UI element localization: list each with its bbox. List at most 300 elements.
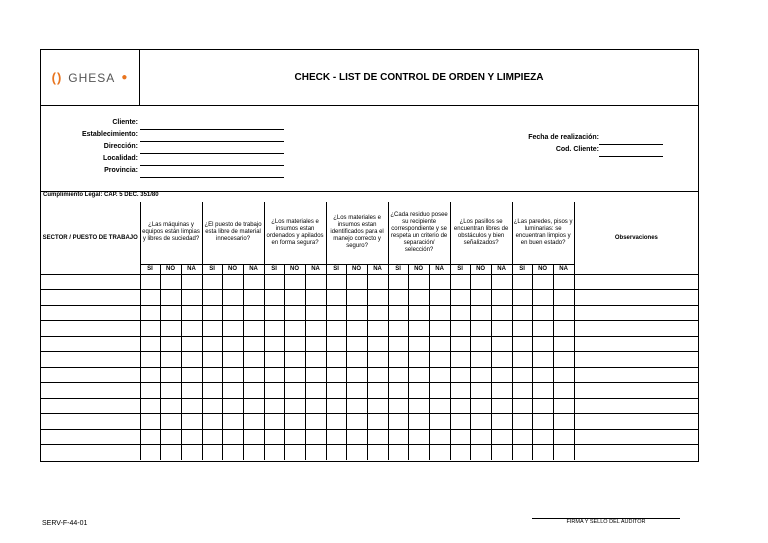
answer-cell[interactable] — [202, 398, 222, 414]
answer-cell[interactable] — [470, 336, 491, 352]
answer-cell[interactable] — [222, 445, 243, 461]
answer-cell[interactable] — [140, 336, 160, 352]
answer-cell[interactable] — [408, 336, 429, 352]
answer-cell[interactable] — [181, 336, 202, 352]
answer-cell[interactable] — [388, 336, 408, 352]
answer-cell[interactable] — [264, 321, 284, 337]
answer-cell[interactable] — [470, 290, 491, 306]
answer-cell[interactable] — [160, 414, 181, 430]
answer-cell[interactable] — [408, 383, 429, 399]
answer-cell[interactable] — [326, 414, 346, 430]
answer-cell[interactable] — [553, 336, 574, 352]
answer-cell[interactable] — [491, 290, 512, 306]
answer-cell[interactable] — [388, 305, 408, 321]
answer-cell[interactable] — [222, 305, 243, 321]
answer-cell[interactable] — [202, 305, 222, 321]
answer-cell[interactable] — [346, 367, 367, 383]
answer-cell[interactable] — [408, 321, 429, 337]
answer-cell[interactable] — [346, 290, 367, 306]
answer-cell[interactable] — [140, 305, 160, 321]
answer-cell[interactable] — [264, 398, 284, 414]
answer-cell[interactable] — [388, 398, 408, 414]
answer-cell[interactable] — [222, 321, 243, 337]
answer-cell[interactable] — [367, 274, 388, 290]
observations-cell[interactable] — [574, 398, 698, 414]
answer-cell[interactable] — [346, 398, 367, 414]
answer-cell[interactable] — [553, 383, 574, 399]
observations-cell[interactable] — [574, 352, 698, 368]
answer-cell[interactable] — [222, 367, 243, 383]
answer-cell[interactable] — [140, 290, 160, 306]
answer-cell[interactable] — [429, 274, 450, 290]
answer-cell[interactable] — [532, 383, 553, 399]
answer-cell[interactable] — [346, 445, 367, 461]
answer-cell[interactable] — [326, 429, 346, 445]
answer-cell[interactable] — [367, 414, 388, 430]
question-4: ¿Los materiales e insumos estan identificados para el manejo correcto y seguro? — [326, 202, 388, 264]
answer-cell[interactable] — [367, 445, 388, 461]
answer-cell[interactable] — [532, 367, 553, 383]
answer-cell[interactable] — [202, 290, 222, 306]
observations-cell[interactable] — [574, 445, 698, 461]
answer-cell[interactable] — [512, 398, 532, 414]
answer-cell[interactable] — [264, 367, 284, 383]
answer-cell[interactable] — [429, 305, 450, 321]
sector-cell[interactable] — [41, 383, 140, 399]
answer-cell[interactable] — [512, 336, 532, 352]
answer-cell[interactable] — [326, 336, 346, 352]
answer-cell[interactable] — [429, 352, 450, 368]
answer-cell[interactable] — [388, 290, 408, 306]
answer-cell[interactable] — [429, 414, 450, 430]
answer-cell[interactable] — [326, 383, 346, 399]
answer-cell[interactable] — [532, 352, 553, 368]
answer-cell[interactable] — [305, 321, 326, 337]
answer-cell[interactable] — [264, 336, 284, 352]
answer-cell[interactable] — [160, 305, 181, 321]
answer-cell[interactable] — [243, 367, 264, 383]
address-field[interactable] — [140, 143, 284, 154]
observations-cell[interactable] — [574, 429, 698, 445]
answer-cell[interactable] — [326, 398, 346, 414]
answer-cell[interactable] — [408, 429, 429, 445]
answer-cell[interactable] — [553, 352, 574, 368]
answer-cell[interactable] — [491, 367, 512, 383]
answer-cell[interactable] — [367, 367, 388, 383]
answer-cell[interactable] — [202, 321, 222, 337]
answer-cell[interactable] — [512, 305, 532, 321]
answer-cell[interactable] — [491, 383, 512, 399]
answer-cell[interactable] — [470, 398, 491, 414]
answer-cell[interactable] — [367, 336, 388, 352]
answer-cell[interactable] — [222, 414, 243, 430]
answer-cell[interactable] — [202, 352, 222, 368]
answer-cell[interactable] — [222, 429, 243, 445]
answer-cell[interactable] — [553, 429, 574, 445]
answer-cell[interactable] — [408, 352, 429, 368]
answer-cell[interactable] — [264, 383, 284, 399]
answer-cell[interactable] — [160, 367, 181, 383]
answer-cell[interactable] — [264, 290, 284, 306]
answer-cell[interactable] — [388, 321, 408, 337]
observations-cell[interactable] — [574, 321, 698, 337]
answer-cell[interactable] — [264, 429, 284, 445]
answer-cell[interactable] — [346, 336, 367, 352]
observations-cell[interactable] — [574, 383, 698, 399]
answer-cell[interactable] — [450, 274, 470, 290]
answer-cell[interactable] — [512, 429, 532, 445]
answer-cell[interactable] — [512, 352, 532, 368]
answer-cell[interactable] — [140, 429, 160, 445]
answer-cell[interactable] — [408, 290, 429, 306]
answer-cell[interactable] — [160, 398, 181, 414]
answer-cell[interactable] — [160, 290, 181, 306]
client-code-label: Cod. Cliente: — [555, 146, 599, 153]
answer-cell[interactable] — [305, 383, 326, 399]
observations-cell[interactable] — [574, 336, 698, 352]
answer-cell[interactable] — [367, 398, 388, 414]
answer-cell[interactable] — [181, 305, 202, 321]
answer-cell[interactable] — [181, 414, 202, 430]
answer-cell[interactable] — [202, 429, 222, 445]
answer-cell[interactable] — [512, 414, 532, 430]
answer-cell[interactable] — [470, 352, 491, 368]
answer-cell[interactable] — [284, 367, 305, 383]
answer-cell[interactable] — [284, 274, 305, 290]
answer-cell[interactable] — [140, 352, 160, 368]
answer-cell[interactable] — [450, 398, 470, 414]
answer-cell[interactable] — [284, 398, 305, 414]
answer-cell[interactable] — [346, 321, 367, 337]
answer-cell[interactable] — [202, 336, 222, 352]
answer-cell[interactable] — [491, 352, 512, 368]
answer-cell[interactable] — [346, 383, 367, 399]
answer-cell[interactable] — [532, 429, 553, 445]
answer-cell[interactable] — [553, 305, 574, 321]
answer-cell[interactable] — [202, 383, 222, 399]
answer-cell[interactable] — [181, 352, 202, 368]
answer-cell[interactable] — [553, 414, 574, 430]
answer-cell[interactable] — [346, 352, 367, 368]
answer-cell[interactable] — [512, 367, 532, 383]
answer-cell[interactable] — [160, 383, 181, 399]
answer-cell[interactable] — [532, 336, 553, 352]
question-1: ¿Las máquinas y equipos están limpias y libres de suciedad? — [140, 202, 202, 264]
answer-cell[interactable] — [532, 398, 553, 414]
answer-cell[interactable] — [553, 290, 574, 306]
answer-cell[interactable] — [140, 398, 160, 414]
answer-cell[interactable] — [491, 321, 512, 337]
observations-cell[interactable] — [574, 274, 698, 290]
answer-cell[interactable] — [532, 321, 553, 337]
sector-cell[interactable] — [41, 445, 140, 461]
client-code-field[interactable] — [599, 146, 663, 157]
option-na-header: NA — [367, 264, 388, 274]
answer-cell[interactable] — [202, 367, 222, 383]
answer-cell[interactable] — [326, 367, 346, 383]
answer-cell[interactable] — [264, 352, 284, 368]
answer-cell[interactable] — [305, 290, 326, 306]
answer-cell[interactable] — [202, 274, 222, 290]
establishment-field[interactable] — [140, 131, 284, 142]
answer-cell[interactable] — [450, 414, 470, 430]
answer-cell[interactable] — [429, 290, 450, 306]
answer-cell[interactable] — [553, 274, 574, 290]
answer-cell[interactable] — [222, 336, 243, 352]
answer-cell[interactable] — [408, 274, 429, 290]
answer-cell[interactable] — [264, 414, 284, 430]
answer-cell[interactable] — [243, 290, 264, 306]
answer-cell[interactable] — [305, 274, 326, 290]
answer-cell[interactable] — [222, 352, 243, 368]
province-field[interactable] — [140, 167, 284, 178]
answer-cell[interactable] — [491, 398, 512, 414]
sector-cell[interactable] — [41, 305, 140, 321]
answer-cell[interactable] — [388, 274, 408, 290]
answer-cell[interactable] — [160, 352, 181, 368]
answer-cell[interactable] — [264, 274, 284, 290]
table-row — [41, 336, 698, 352]
option-na-header: NA — [553, 264, 574, 274]
date-label: Fecha de realización: — [528, 134, 599, 141]
answer-cell[interactable] — [140, 367, 160, 383]
answer-cell[interactable] — [408, 367, 429, 383]
answer-cell[interactable] — [450, 336, 470, 352]
answer-cell[interactable] — [470, 367, 491, 383]
answer-cell[interactable] — [450, 321, 470, 337]
answer-cell[interactable] — [512, 383, 532, 399]
answer-cell[interactable] — [450, 352, 470, 368]
answer-cell[interactable] — [305, 352, 326, 368]
observations-cell[interactable] — [574, 367, 698, 383]
answer-cell[interactable] — [553, 445, 574, 461]
answer-cell[interactable] — [429, 336, 450, 352]
answer-cell[interactable] — [140, 445, 160, 461]
answer-cell[interactable] — [243, 352, 264, 368]
answer-cell[interactable] — [222, 274, 243, 290]
answer-cell[interactable] — [388, 429, 408, 445]
answer-cell[interactable] — [470, 414, 491, 430]
answer-cell[interactable] — [305, 398, 326, 414]
answer-cell[interactable] — [532, 290, 553, 306]
answer-cell[interactable] — [491, 274, 512, 290]
answer-cell[interactable] — [429, 321, 450, 337]
answer-cell[interactable] — [532, 414, 553, 430]
answer-cell[interactable] — [512, 321, 532, 337]
sector-cell[interactable] — [41, 321, 140, 337]
answer-cell[interactable] — [222, 383, 243, 399]
answer-cell[interactable] — [305, 336, 326, 352]
question-5: ¿Cada residuo posee su recipiente correspondiente y se respeta un criterio de separación/ selección? — [388, 202, 450, 264]
answer-cell[interactable] — [264, 445, 284, 461]
answer-cell[interactable] — [532, 445, 553, 461]
answer-cell[interactable] — [243, 305, 264, 321]
answer-cell[interactable] — [491, 305, 512, 321]
answer-cell[interactable] — [181, 383, 202, 399]
answer-cell[interactable] — [346, 414, 367, 430]
sector-cell[interactable] — [41, 352, 140, 368]
answer-cell[interactable] — [367, 290, 388, 306]
answer-cell[interactable] — [243, 445, 264, 461]
answer-cell[interactable] — [181, 290, 202, 306]
answer-cell[interactable] — [491, 429, 512, 445]
answer-cell[interactable] — [181, 367, 202, 383]
answer-cell[interactable] — [408, 445, 429, 461]
answer-cell[interactable] — [388, 383, 408, 399]
answer-cell[interactable] — [429, 383, 450, 399]
answer-cell[interactable] — [243, 398, 264, 414]
answer-cell[interactable] — [532, 305, 553, 321]
answer-cell[interactable] — [181, 429, 202, 445]
question-2: ¿El puesto de trabajo esta libre de material innecesario? — [202, 202, 264, 264]
answer-cell[interactable] — [470, 445, 491, 461]
answer-cell[interactable] — [408, 414, 429, 430]
observations-cell[interactable] — [574, 305, 698, 321]
answer-cell[interactable] — [470, 305, 491, 321]
answer-cell[interactable] — [326, 274, 346, 290]
answer-cell[interactable] — [553, 321, 574, 337]
answer-cell[interactable] — [388, 367, 408, 383]
answer-cell[interactable] — [491, 336, 512, 352]
answer-cell[interactable] — [305, 305, 326, 321]
answer-cell[interactable] — [243, 336, 264, 352]
sector-cell[interactable] — [41, 274, 140, 290]
ghesa-logo-icon: () — [51, 70, 63, 85]
answer-cell[interactable] — [160, 445, 181, 461]
answer-cell[interactable] — [181, 321, 202, 337]
answer-cell[interactable] — [181, 398, 202, 414]
answer-cell[interactable] — [284, 336, 305, 352]
divider — [41, 105, 698, 106]
client-field[interactable] — [140, 119, 284, 130]
answer-cell[interactable] — [450, 367, 470, 383]
answer-cell[interactable] — [388, 352, 408, 368]
table-row — [41, 305, 698, 321]
answer-cell[interactable] — [450, 305, 470, 321]
answer-cell[interactable] — [284, 414, 305, 430]
answer-cell[interactable] — [326, 352, 346, 368]
answer-cell[interactable] — [450, 383, 470, 399]
answer-cell[interactable] — [470, 383, 491, 399]
question-6: ¿Los pasillos se encuentran libres de obstáculos y bien señalizados? — [450, 202, 512, 264]
answer-cell[interactable] — [140, 321, 160, 337]
answer-cell[interactable] — [140, 274, 160, 290]
answer-cell[interactable] — [284, 321, 305, 337]
answer-cell[interactable] — [284, 305, 305, 321]
answer-cell[interactable] — [326, 445, 346, 461]
answer-cell[interactable] — [222, 398, 243, 414]
answer-cell[interactable] — [284, 429, 305, 445]
answer-cell[interactable] — [491, 445, 512, 461]
answer-cell[interactable] — [367, 352, 388, 368]
sector-cell[interactable] — [41, 336, 140, 352]
sector-cell[interactable] — [41, 290, 140, 306]
answer-cell[interactable] — [346, 305, 367, 321]
answer-cell[interactable] — [470, 274, 491, 290]
answer-cell[interactable] — [512, 274, 532, 290]
answer-cell[interactable] — [202, 414, 222, 430]
answer-cell[interactable] — [429, 445, 450, 461]
option-si-header: SI — [450, 264, 470, 274]
answer-cell[interactable] — [181, 274, 202, 290]
answer-cell[interactable] — [512, 445, 532, 461]
answer-cell[interactable] — [264, 305, 284, 321]
sector-cell[interactable] — [41, 414, 140, 430]
answer-cell[interactable] — [284, 352, 305, 368]
answer-cell[interactable] — [408, 305, 429, 321]
sector-cell[interactable] — [41, 367, 140, 383]
answer-cell[interactable] — [346, 274, 367, 290]
sector-cell[interactable] — [41, 429, 140, 445]
answer-cell[interactable] — [140, 383, 160, 399]
option-no-header: NO — [284, 264, 305, 274]
answer-cell[interactable] — [367, 305, 388, 321]
date-field[interactable] — [599, 134, 663, 145]
sector-cell[interactable] — [41, 398, 140, 414]
answer-cell[interactable] — [408, 398, 429, 414]
answer-cell[interactable] — [512, 290, 532, 306]
answer-cell[interactable] — [243, 414, 264, 430]
answer-cell[interactable] — [553, 398, 574, 414]
answer-cell[interactable] — [429, 429, 450, 445]
answer-cell[interactable] — [388, 445, 408, 461]
answer-cell[interactable] — [388, 414, 408, 430]
answer-cell[interactable] — [450, 445, 470, 461]
answer-cell[interactable] — [367, 383, 388, 399]
answer-cell[interactable] — [160, 336, 181, 352]
answer-cell[interactable] — [367, 429, 388, 445]
answer-cell[interactable] — [491, 414, 512, 430]
form-code: SERV-F-44-01 — [42, 520, 88, 527]
answer-cell[interactable] — [243, 321, 264, 337]
answer-cell[interactable] — [429, 398, 450, 414]
answer-cell[interactable] — [450, 290, 470, 306]
answer-cell[interactable] — [305, 429, 326, 445]
answer-cell[interactable] — [284, 445, 305, 461]
answer-cell[interactable] — [450, 429, 470, 445]
answer-cell[interactable] — [367, 321, 388, 337]
answer-cell[interactable] — [326, 321, 346, 337]
answer-cell[interactable] — [553, 367, 574, 383]
observations-cell[interactable] — [574, 414, 698, 430]
locality-field[interactable] — [140, 155, 284, 166]
answer-cell[interactable] — [284, 383, 305, 399]
answer-cell[interactable] — [140, 414, 160, 430]
answer-cell[interactable] — [243, 274, 264, 290]
answer-cell[interactable] — [222, 290, 243, 306]
answer-cell[interactable] — [160, 274, 181, 290]
answer-cell[interactable] — [532, 274, 553, 290]
answer-cell[interactable] — [284, 290, 305, 306]
answer-cell[interactable] — [160, 321, 181, 337]
answer-cell[interactable] — [346, 429, 367, 445]
answer-cell[interactable] — [429, 367, 450, 383]
observations-cell[interactable] — [574, 290, 698, 306]
answer-cell[interactable] — [181, 445, 202, 461]
answer-cell[interactable] — [243, 383, 264, 399]
answer-cell[interactable] — [305, 445, 326, 461]
answer-cell[interactable] — [470, 321, 491, 337]
answer-cell[interactable] — [305, 414, 326, 430]
answer-cell[interactable] — [243, 429, 264, 445]
answer-cell[interactable] — [470, 429, 491, 445]
answer-cell[interactable] — [326, 290, 346, 306]
answer-cell[interactable] — [305, 367, 326, 383]
answer-cell[interactable] — [202, 445, 222, 461]
option-na-header: NA — [429, 264, 450, 274]
answer-cell[interactable] — [326, 305, 346, 321]
answer-cell[interactable] — [160, 429, 181, 445]
